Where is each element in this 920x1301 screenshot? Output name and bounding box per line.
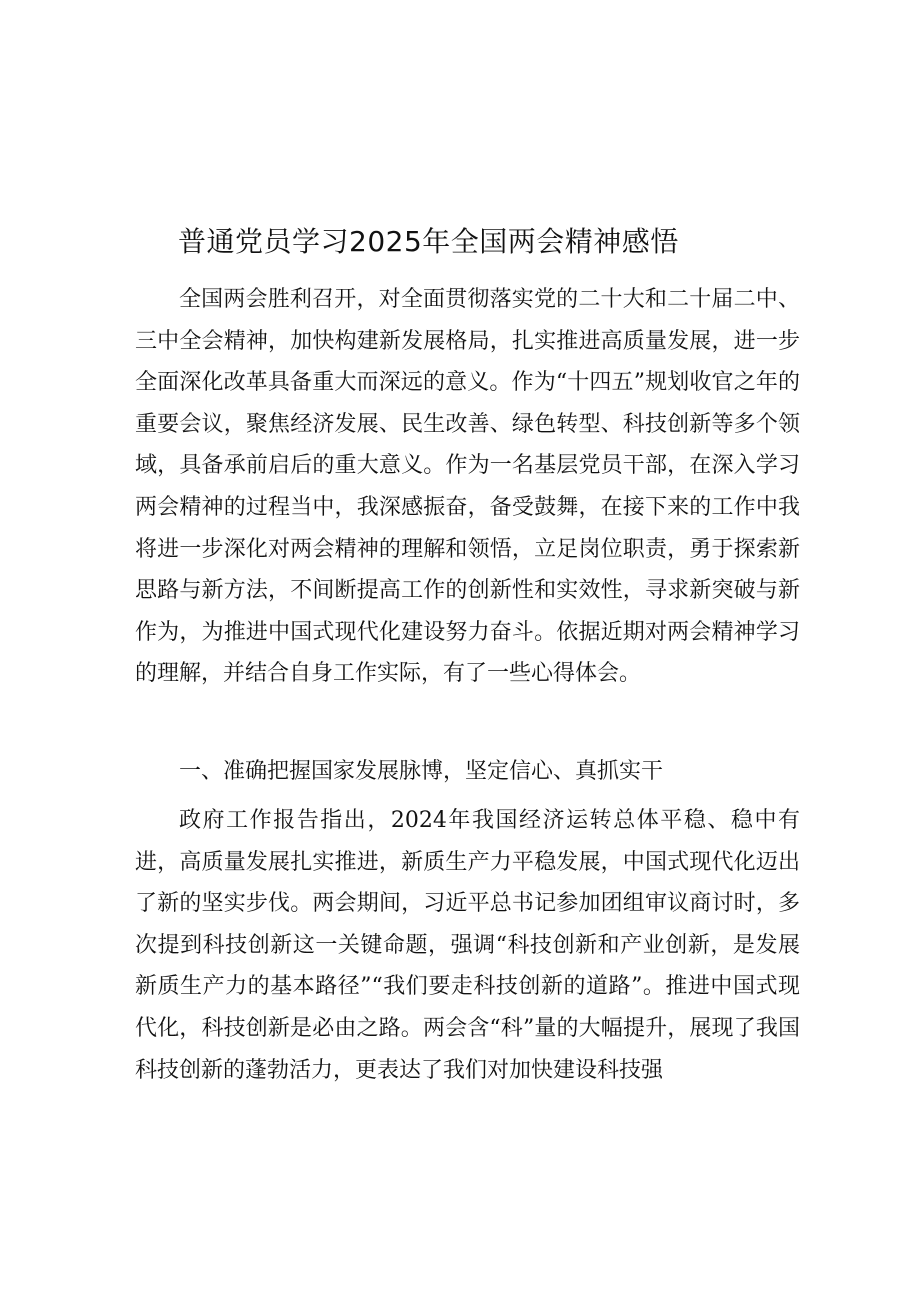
document-title: 普通党员学习2025年全国两会精神感悟	[178, 225, 679, 258]
section-heading-1: 一、准确把握国家发展脉博，坚定信心、真抓实干	[179, 759, 664, 784]
paragraph-intro: 全国两会胜利召开，对全面贯彻落实党的二十大和二十届二中、三中全会精神，加快构建新发展格局，扎实推进高质量发展，进一步全面深化改革具备重大而深远的意义。作为“十四五”规划收官之年的重要会议，聚焦经济发展、民生改善、绿色转型、科技创新等多个领域，具备承前启后的重大意义。作为一名基层党员干部，在深入学习两会精神的过程当中，我深感振奋，备受鼓舞，在接下来的工作中我将进一步深化对两会精神的理解和领悟，立足岗位职责，勇于探索新思路与新方法，不间断提高工作的创新性和实效性，寻求新突破与新作为，为推进中国式现代化建设努力奋斗。依据近期对两会精神学习的理解，并结合自身工作实际，有了一些心得体会。	[135, 287, 800, 687]
paragraph-section-1: 政府工作报告指出，2024年我国经济运转总体平稳、稳中有进，高质量发展扎实推进，新质生产力平稳发展，中国式现代化迈出了新的坚实步伐。两会期间，习近平总书记参加团组审议商讨时，多次提到科技创新这一关键命题，强调“科技创新和产业创新，是发展新质生产力的基本路径”“我们要走科技创新的道路”。推进中国式现代化，科技创新是必由之路。两会含“科”量的大幅提升，展现了我国科技创新的蓬勃活力，更表达了我们对加快建设科技强	[135, 808, 800, 1083]
